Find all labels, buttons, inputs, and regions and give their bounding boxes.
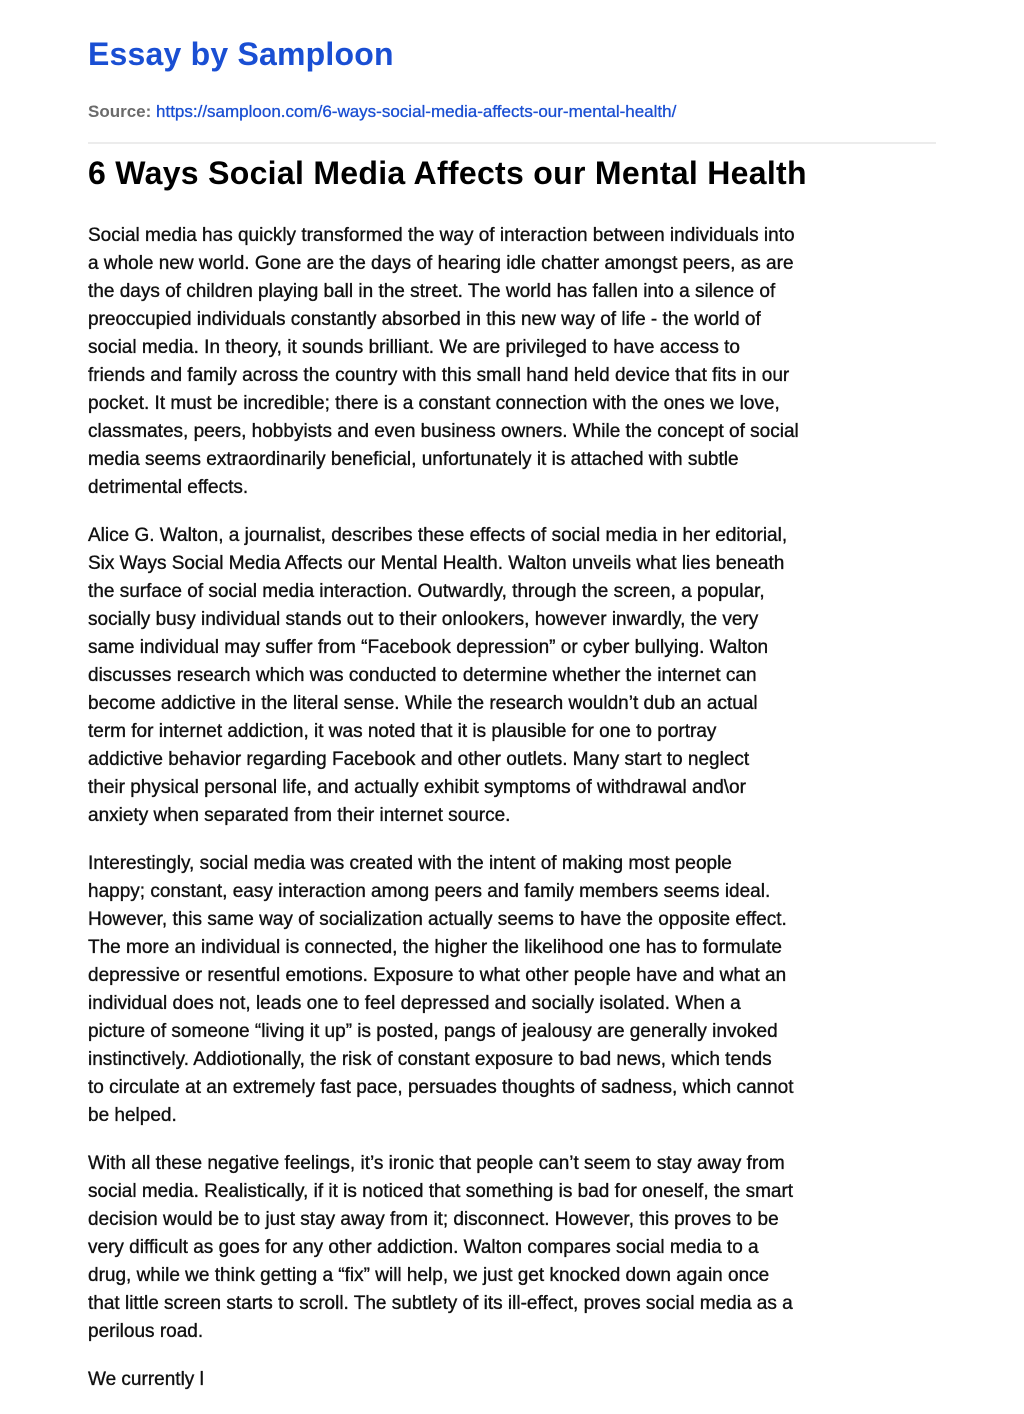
paragraph-line: addictive behavior regarding Facebook and other outlets. Many start to neglect bbox=[88, 749, 750, 770]
paragraph-line: friends and family across the country with this small hand held device that fits in our bbox=[88, 365, 790, 386]
paragraph-line: depressive or resentful emotions. Exposure to what other people have and what an bbox=[88, 965, 787, 986]
paragraph-line: their physical personal life, and actually exhibit symptoms of withdrawal and\or bbox=[88, 777, 746, 798]
paragraph-line: be helped. bbox=[88, 1105, 177, 1126]
paragraph-line: We currently l bbox=[88, 1369, 204, 1390]
paragraph-line: the surface of social media interaction. Outwardly, through the screen, a popular, bbox=[88, 581, 765, 602]
article-title: 6 Ways Social Media Affects our Mental Health bbox=[88, 155, 807, 191]
source-link[interactable]: https://samploon.com/6-ways-social-media-affects-our-mental-health/ bbox=[156, 102, 677, 121]
paragraph-line: happy; constant, easy interaction among peers and family members seems ideal. bbox=[88, 881, 771, 902]
paragraph-line: picture of someone “living it up” is posted, pangs of jealousy are generally invoked bbox=[88, 1021, 778, 1042]
paragraph-line: social media. Realistically, if it is noticed that something is bad for oneself, the smart bbox=[88, 1181, 794, 1202]
paragraph-line: discusses research which was conducted to determine whether the internet can bbox=[88, 665, 757, 686]
paragraph-line: the days of children playing ball in the street. The world has fallen into a silence of bbox=[88, 281, 776, 302]
paragraph-line: Alice G. Walton, a journalist, describes these effects of social media in her editorial, bbox=[88, 525, 788, 546]
paragraph-line: very difficult as goes for any other addiction. Walton compares social media to a bbox=[88, 1237, 759, 1258]
paragraph-line: drug, while we think getting a “fix” will help, we just get knocked down again once bbox=[88, 1265, 770, 1286]
paragraph-line: The more an individual is connected, the higher the likelihood one has to formulate bbox=[88, 937, 782, 958]
source-line bbox=[88, 102, 676, 122]
paragraph-line: perilous road. bbox=[88, 1321, 204, 1342]
paragraph-line: to circulate at an extremely fast pace, persuades thoughts of sadness, which cannot bbox=[88, 1077, 794, 1098]
article-body bbox=[88, 222, 948, 1414]
paragraph-line: decision would be to just stay away from it; disconnect. However, this proves to be bbox=[88, 1209, 779, 1230]
paragraph-line: preoccupied individuals constantly absorbed in this new way of life - the world of bbox=[88, 309, 761, 330]
paragraph-line: a whole new world. Gone are the days of hearing idle chatter amongst peers, as are bbox=[88, 253, 794, 274]
paragraph bbox=[88, 850, 948, 1130]
paragraph-line: classmates, peers, hobbyists and even business owners. While the concept of social bbox=[88, 421, 799, 442]
paragraph-line: social media. In theory, it sounds brilliant. We are privileged to have access to bbox=[88, 337, 740, 358]
paragraph bbox=[88, 1366, 948, 1394]
paragraph-line: that little screen starts to scroll. The subtlety of its ill-effect, proves social media as a bbox=[88, 1293, 793, 1314]
divider bbox=[88, 142, 936, 144]
paragraph-line: anxiety when separated from their internet source. bbox=[88, 805, 511, 826]
paragraph-line: socially busy individual stands out to their onlookers, however inwardly, the very bbox=[88, 609, 759, 630]
paragraph-line: instinctively. Addiotionally, the risk of constant exposure to bad news, which tends bbox=[88, 1049, 772, 1070]
paragraph-line: pocket. It must be incredible; there is a constant connection with the ones we love, bbox=[88, 393, 780, 414]
paragraph-line: Six Ways Social Media Affects our Mental Health. Walton unveils what lies beneath bbox=[88, 553, 785, 574]
brand-title: Essay by Samploon bbox=[88, 36, 394, 72]
paragraph-line: With all these negative feelings, it’s ironic that people can’t seem to stay away from bbox=[88, 1153, 785, 1174]
source-label: Source: bbox=[88, 102, 152, 121]
paragraph-line: Interestingly, social media was created with the intent of making most people bbox=[88, 853, 732, 874]
paragraph-line: media seems extraordinarily beneficial, unfortunately it is attached with subtle bbox=[88, 449, 739, 470]
paragraph-line: detrimental effects. bbox=[88, 477, 249, 498]
paragraph-line: become addictive in the literal sense. While the research wouldn’t dub an actual bbox=[88, 693, 758, 714]
paragraph-line: same individual may suffer from “Facebook depression” or cyber bullying. Walton bbox=[88, 637, 769, 658]
paragraph bbox=[88, 1150, 948, 1346]
paragraph-line: Social media has quickly transformed the way of interaction between individuals into bbox=[88, 225, 795, 246]
paragraph-line: However, this same way of socialization actually seems to have the opposite effect. bbox=[88, 909, 787, 930]
paragraph bbox=[88, 522, 948, 830]
paragraph-line: term for internet addiction, it was noted that it is plausible for one to portray bbox=[88, 721, 717, 742]
paragraph bbox=[88, 222, 948, 502]
paragraph-line: individual does not, leads one to feel depressed and socially isolated. When a bbox=[88, 993, 741, 1014]
